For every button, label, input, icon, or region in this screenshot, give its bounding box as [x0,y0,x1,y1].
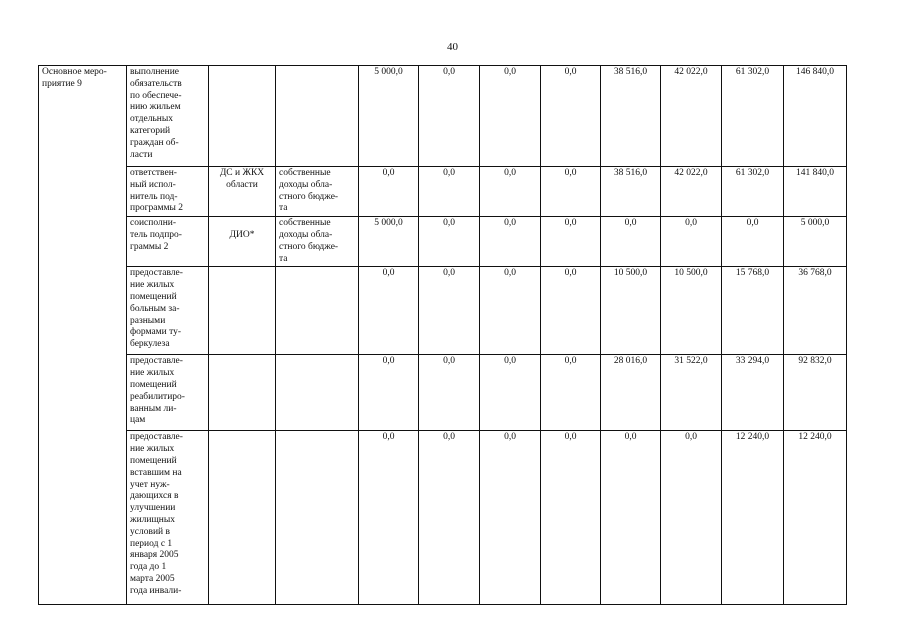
value-cell: 42 022,0 [661,167,722,217]
value-cell: 92 832,0 [784,355,847,431]
source-cell [276,66,359,167]
executor-cell [209,167,276,217]
value-cell: 146 840,0 [784,66,847,167]
executor-cell [209,431,276,605]
value-cell: 31 522,0 [661,355,722,431]
value-cell: 0,0 [480,431,541,605]
value-cell: 0,0 [480,355,541,431]
table-row [39,431,847,605]
source-cell [276,267,359,355]
table-row [39,167,847,217]
row-source: собственные доходы обла- стного бюдже- та [279,218,339,264]
value-cell: 0,0 [541,355,601,431]
value-cell: 42 022,0 [661,66,722,167]
row-description: предоставле- ние жилых помещений вставшим на учет нуж- дающихся в улучшении жилищных условий в период с 1 января 2005 года до 1 марта 2005 года инвали- [130,432,183,596]
row-description: ответствен- ный испол- нитель под- программы 2 [130,168,183,214]
value-cell: 61 302,0 [722,167,784,217]
description-cell [127,267,209,355]
description-cell [127,167,209,217]
description-cell [127,217,209,267]
measure-title: Основное меро- приятие 9 [42,67,107,89]
executor-cell [209,217,276,267]
value-cell: 61 302,0 [722,66,784,167]
value-cell: 33 294,0 [722,355,784,431]
row-description: выполнение обязательств по обеспече- нию жильем отдельных категорий граждан об- ласти [130,67,182,160]
value-cell: 12 240,0 [722,431,784,605]
value-cell: 0,0 [541,431,601,605]
value-cell: 5 000,0 [784,217,847,267]
value-cell: 10 500,0 [661,267,722,355]
value-cell: 0,0 [419,167,480,217]
table-row [39,217,847,267]
value-cell: 0,0 [661,217,722,267]
page-number: 40 [447,41,458,53]
value-cell: 0,0 [359,167,419,217]
value-cell: 12 240,0 [784,431,847,605]
value-cell: 0,0 [480,217,541,267]
value-cell: 0,0 [419,267,480,355]
row-description: предоставле- ние жилых помещений больным за- разными формами ту- беркулеза [130,268,183,350]
row-description: соисполни- тель подпро- граммы 2 [130,218,182,252]
value-cell: 0,0 [419,431,480,605]
budget-table [38,65,847,605]
executor-cell [209,66,276,167]
value-cell: 5 000,0 [359,66,419,167]
value-cell: 0,0 [722,217,784,267]
value-cell: 38 516,0 [601,167,661,217]
value-cell: 0,0 [480,267,541,355]
value-cell: 0,0 [601,431,661,605]
row-description: предоставле- ние жилых помещений реабилитиро- ванным ли- цам [130,356,185,426]
value-cell: 15 768,0 [722,267,784,355]
table-row [39,66,847,167]
executor-cell [209,267,276,355]
value-cell: 0,0 [359,431,419,605]
executor-cell [209,355,276,431]
value-cell: 0,0 [541,167,601,217]
table-row [39,267,847,355]
value-cell: 0,0 [419,217,480,267]
description-cell [127,431,209,605]
source-cell [276,355,359,431]
value-cell: 0,0 [601,217,661,267]
value-cell: 0,0 [661,431,722,605]
description-cell [127,355,209,431]
source-cell [276,217,359,267]
row-source: собственные доходы обла- стного бюдже- та [279,168,339,214]
row-executor: ДИО* [229,230,255,241]
source-cell [276,431,359,605]
measure-title-cell [39,66,127,605]
value-cell: 0,0 [359,355,419,431]
value-cell: 141 840,0 [784,167,847,217]
row-executor: ДС и ЖКХ области [219,168,265,190]
value-cell: 10 500,0 [601,267,661,355]
value-cell: 0,0 [419,355,480,431]
value-cell: 0,0 [541,66,601,167]
value-cell: 0,0 [480,66,541,167]
description-cell [127,66,209,167]
value-cell: 36 768,0 [784,267,847,355]
value-cell: 0,0 [419,66,480,167]
table-row [39,355,847,431]
value-cell: 5 000,0 [359,217,419,267]
value-cell: 0,0 [541,217,601,267]
value-cell: 0,0 [541,267,601,355]
value-cell: 0,0 [480,167,541,217]
value-cell: 0,0 [359,267,419,355]
source-cell [276,167,359,217]
value-cell: 38 516,0 [601,66,661,167]
value-cell: 28 016,0 [601,355,661,431]
